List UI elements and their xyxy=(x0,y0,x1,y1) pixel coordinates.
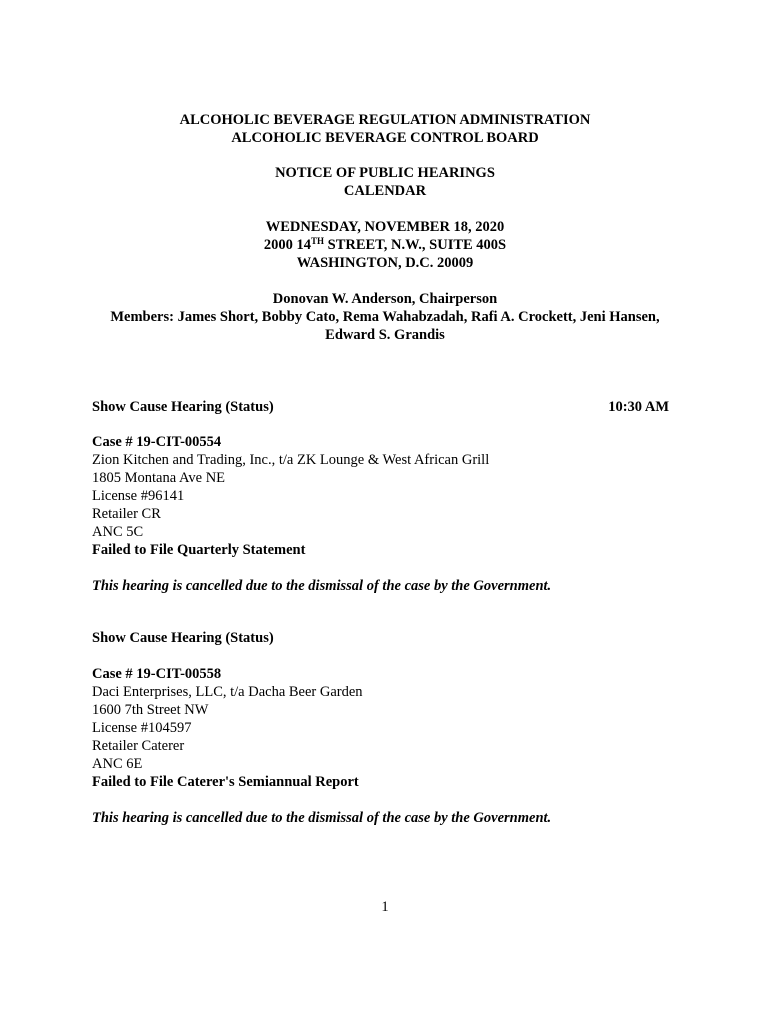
hearing-2-violation: Failed to File Caterer's Semiannual Report xyxy=(92,774,359,790)
hearing-date: WEDNESDAY, NOVEMBER 18, 2020 xyxy=(265,219,505,235)
hearing-2-note: This hearing is cancelled due to the dismissal of the case by the Government. xyxy=(92,810,552,826)
hearing-2-class: Retailer Caterer xyxy=(92,738,185,754)
board-title: ALCOHOLIC BEVERAGE CONTROL BOARD xyxy=(231,130,539,146)
hearing-2-case: Case # 19-CIT-00558 xyxy=(92,666,222,682)
hearing-2-license: License #104597 xyxy=(92,720,192,736)
agency-title: ALCOHOLIC BEVERAGE REGULATION ADMINISTRATION xyxy=(179,112,591,128)
hearing-1-licensee: Zion Kitchen and Trading, Inc., t/a ZK Lounge & West African Grill xyxy=(92,452,490,468)
calendar-title: CALENDAR xyxy=(343,183,427,199)
hearing-1-address: 1805 Montana Ave NE xyxy=(92,470,226,486)
notice-title: NOTICE OF PUBLIC HEARINGS xyxy=(275,165,495,181)
hearing-address xyxy=(0,236,770,254)
address-number: 2000 14 xyxy=(263,237,311,253)
hearing-2-type: Show Cause Hearing (Status) xyxy=(92,630,274,646)
address-street: STREET, N.W., SUITE 400S xyxy=(324,237,507,253)
hearing-1-case: Case # 19-CIT-00554 xyxy=(92,434,222,450)
members-line-2: Edward S. Grandis xyxy=(325,327,445,343)
hearing-1-class: Retailer CR xyxy=(92,506,161,522)
hearing-1-violation: Failed to File Quarterly Statement xyxy=(92,542,306,558)
hearing-2-address: 1600 7th Street NW xyxy=(92,702,209,718)
hearing-1-type: Show Cause Hearing (Status) xyxy=(92,399,274,415)
address-superscript: TH xyxy=(310,236,324,246)
hearing-1-license: License #96141 xyxy=(92,488,185,504)
chairperson: Donovan W. Anderson, Chairperson xyxy=(272,291,498,307)
hearing-2-licensee: Daci Enterprises, LLC, t/a Dacha Beer Garden xyxy=(92,684,363,700)
hearing-1-time: 10:30 AM xyxy=(608,399,669,415)
hearing-city: WASHINGTON, D.C. 20009 xyxy=(296,255,474,271)
hearing-1-note: This hearing is cancelled due to the dismissal of the case by the Government. xyxy=(92,578,552,594)
hearing-1-anc: ANC 5C xyxy=(92,524,144,540)
members-line-1: Members: James Short, Bobby Cato, Rema Wahabzadah, Rafi A. Crockett, Jeni Hansen, xyxy=(110,309,660,325)
hearing-2-anc: ANC 6E xyxy=(92,756,143,772)
page-number: 1 xyxy=(381,899,389,915)
